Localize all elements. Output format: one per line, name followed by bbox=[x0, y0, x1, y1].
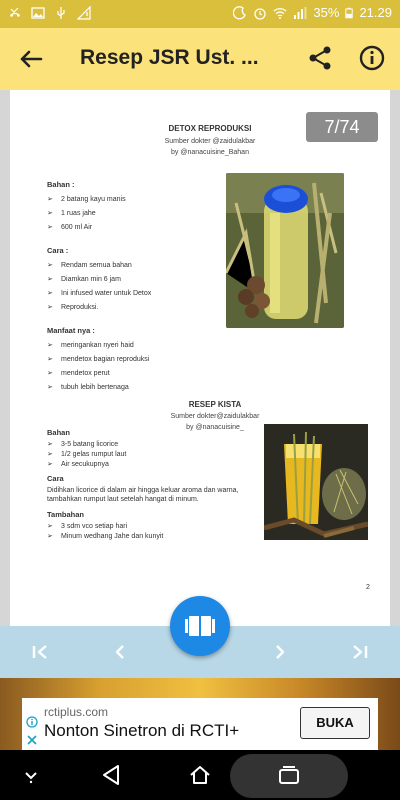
ad-close-icon[interactable] bbox=[26, 734, 38, 746]
recipe2-by: by @nanacuisine_ bbox=[186, 424, 244, 432]
recipe1-body bbox=[47, 172, 222, 392]
list-item: ➢ meringankan nyeri haid bbox=[47, 341, 134, 349]
page-number: 2 bbox=[366, 584, 370, 591]
list-item: ➢ 600 ml Air bbox=[47, 223, 93, 231]
system-navigation-bar bbox=[0, 750, 400, 800]
recipe2-method-text: Didihkan licorice di dalam air hingga keluar aroma dan warna, tambahkan rumput laut setelah hangat di minum. bbox=[47, 486, 239, 503]
recents-icon bbox=[277, 764, 301, 788]
list-item: ➢ mendetox perut bbox=[47, 370, 110, 378]
ad-info-icon[interactable] bbox=[26, 716, 38, 728]
list-item: ➢ tubuh lebih bertenaga bbox=[47, 384, 129, 392]
list-item: ➢ Reproduksi. bbox=[47, 304, 99, 312]
kista-drink-photo bbox=[264, 424, 368, 540]
gallery-icon bbox=[31, 6, 45, 20]
previous-page-icon[interactable] bbox=[108, 640, 132, 664]
last-page-icon[interactable] bbox=[348, 640, 372, 664]
app-bar bbox=[0, 28, 400, 90]
share-icon[interactable] bbox=[306, 44, 334, 72]
detox-bottle-photo bbox=[226, 173, 344, 328]
hide-keyboard-icon[interactable] bbox=[18, 762, 44, 788]
book-pages-icon bbox=[170, 596, 230, 656]
info-icon[interactable] bbox=[358, 44, 386, 72]
next-page-icon[interactable] bbox=[268, 640, 292, 664]
list-item: ➢ 1 ruas jahe bbox=[47, 209, 96, 217]
page-title: Resep JSR Ust. ... bbox=[80, 46, 259, 69]
recipe2-body bbox=[47, 420, 257, 541]
book-view-button[interactable] bbox=[170, 596, 230, 656]
recipe1-method-heading: Cara : bbox=[47, 246, 69, 256]
recents-button[interactable] bbox=[230, 754, 348, 798]
recipe2-ingredients-heading: Bahan bbox=[47, 428, 70, 437]
list-item: ➢ 3 sdm vco setiap hari bbox=[47, 522, 128, 530]
battery-icon bbox=[345, 6, 353, 20]
battery-percentage: 35% bbox=[313, 5, 340, 20]
home-nav-icon[interactable] bbox=[187, 762, 213, 788]
recipe2-extra-heading: Tambahan bbox=[47, 509, 84, 519]
list-item: ➢ Rendam semua bahan bbox=[47, 261, 132, 269]
recipe1-ingredients-heading: Bahan : bbox=[47, 180, 75, 189]
list-item: ➢ Minum wedhang Jahe dan kunyit bbox=[47, 532, 164, 540]
recipe1-source: Sumber dokter @zaidulakbar bbox=[164, 138, 256, 146]
clock: 21.29 bbox=[359, 5, 392, 20]
signal-no-service-icon bbox=[77, 6, 91, 20]
recipe2-source: Sumber dokter@zaidulakbar bbox=[170, 413, 260, 421]
usb-icon bbox=[54, 6, 68, 20]
list-item: ➢ 3-5 batang licorice bbox=[47, 440, 119, 448]
recipe1-by: by @nanacuisine_Bahan bbox=[171, 149, 249, 157]
ad-headline[interactable]: Nonton Sinetron di RCTI+ bbox=[44, 721, 240, 740]
list-item: ➢ Air secukupnya bbox=[47, 460, 109, 468]
recipe2-title: RESEP KISTA bbox=[188, 400, 242, 409]
ad-open-button[interactable]: BUKA bbox=[300, 707, 370, 739]
list-item: ➢ mendetox bagian reproduksi bbox=[47, 356, 150, 363]
phone-missed-icon bbox=[8, 6, 22, 20]
do-not-disturb-icon bbox=[233, 6, 247, 20]
wifi-icon bbox=[273, 6, 287, 20]
list-item: ➢ Ini infused water untuk Detox bbox=[47, 289, 152, 297]
ad-domain: rctiplus.com bbox=[44, 705, 109, 719]
back-arrow-icon[interactable] bbox=[16, 44, 46, 74]
list-item: ➢ 1/2 gelas rumput laut bbox=[47, 450, 127, 458]
status-bar bbox=[0, 0, 400, 28]
recipe1-title: DETOX REPRODUKSI bbox=[168, 124, 252, 133]
ad-banner[interactable] bbox=[22, 698, 378, 750]
recipe2-method-heading: Cara bbox=[47, 474, 64, 484]
cell-signal-icon bbox=[293, 6, 307, 20]
list-item: ➢ 2 batang kayu manis bbox=[47, 195, 126, 203]
recipe1-header bbox=[130, 124, 290, 158]
page-counter: 7/74 bbox=[306, 112, 378, 142]
back-nav-icon[interactable] bbox=[98, 762, 124, 788]
recipe1-benefits-heading: Manfaat nya : bbox=[47, 326, 95, 336]
alarm-icon bbox=[253, 6, 267, 20]
list-item: ➢ Diamkan min 6 jam bbox=[47, 275, 121, 283]
first-page-icon[interactable] bbox=[28, 640, 52, 664]
